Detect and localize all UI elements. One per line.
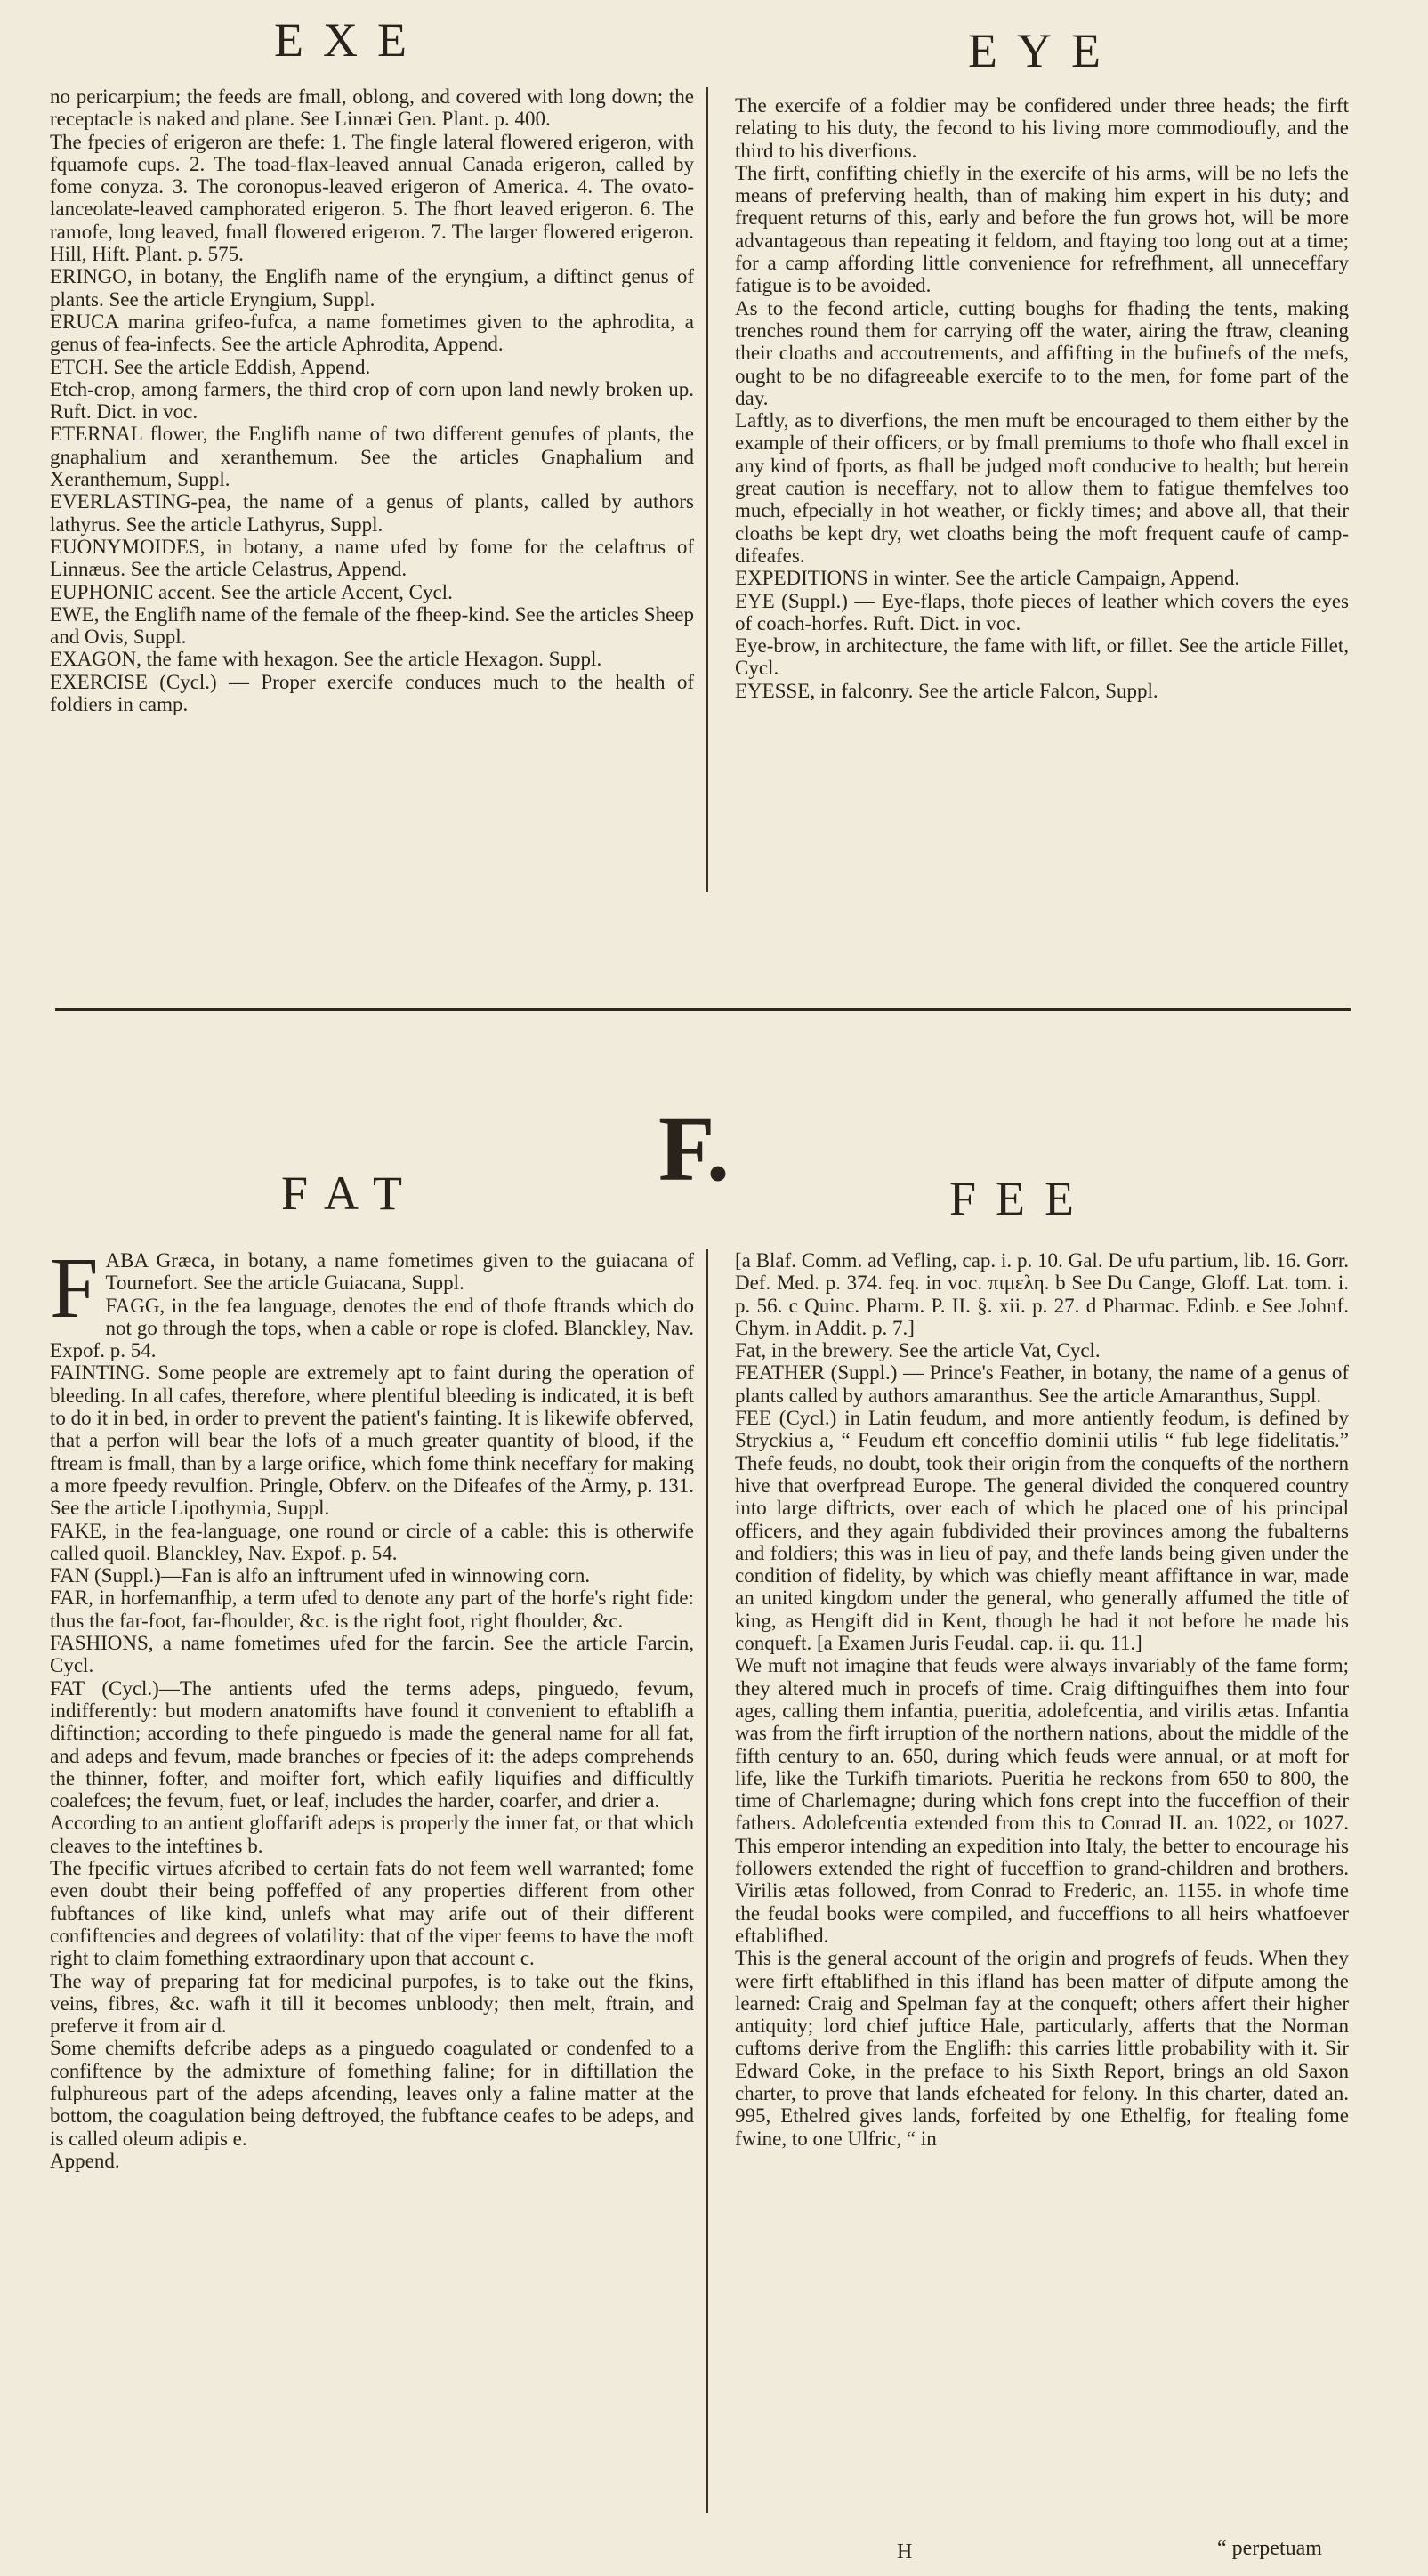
append-footer: Append.: [50, 2149, 120, 2172]
text-paragraph: FEE (Cycl.) in Latin feudum, and more antiently feodum, is defined by Stryckius a, “ Feudum eft conceffio dominii utilis “ fub lege fidelitatis.” Thefe feuds, no doubt, took their origin from the conquefts of the northern hive that overfpread Europe. The general divided the conquered country into large diftricts, over each of which he placed one of his principal officers, and they again fubdivided their provinces among the fubalterns and foldiers; this was in lieu of pay, and thefe lands being given under the condition of fidelity, by which was chiefly meant affiftance in war, made an united kingdom under the general, who generally affumed the title of king, as Hengift did in Kent, though he had it not before he made his conqueft. [a Examen Juris Feudal. cap. ii. qu. 11.]: [735, 1407, 1349, 1655]
text-paragraph: EYE (Suppl.) — Eye-flaps, thofe pieces of leather which covers the eyes of coach-horfes. Ruft. Dict. in voc.: [735, 589, 1349, 634]
text-paragraph: The way of preparing fat for medicinal purpofes, is to take out the fkins, veins, fibres, &c. wafh it till it becomes unbloody; then melt, ftrain, and preferve it from air d.: [50, 1969, 694, 2038]
text-paragraph: Eye-brow, in architecture, the fame with lift, or fillet. See the article Fillet, Cycl.: [735, 634, 1349, 680]
text-paragraph: Fat, in the brewery. See the article Vat, Cycl.: [735, 1339, 1101, 1362]
section-letter: F.: [658, 1098, 730, 1200]
text-paragraph: As to the fecond article, cutting boughs for fhading the tents, making trenches round them for carrying off the water, airing the ftraw, cleaning their cloaths and accoutrements, and affifting in the bufinefs of the mefs, ought to be no difagreeable exercife to to the men, for fome part of the day.: [735, 296, 1349, 409]
text-paragraph: We muft not imagine that feuds were always invariably of the fame form; they altered much in procefs of time. Craig diftinguifhes them into four ages, calling them infantia, pueritia, adolefcentia, and virilis ætas. Infantia was from the firft irruption of the northern nations, about the middle of the fifth century to an. 650, during which feuds were annual, or at moft for life, like the Turkifh timariots. Pueritia he reckons from 650 to 800, the time of Charlemagne; during which fons crept into the fucceffion of their fathers. Adolefcentia extended from this to Conrad II. an. 1022, or 1027. This emperor intending an expedition into Italy, the better to encourage his followers extended the right of fucceffion to grand-children and brothers. Virilis ætas followed, from Conrad to Frederic, an. 1155. in whofe time the feudal books were compiled, and fucceffions to all heirs whatfoever eftablifhed.: [735, 1654, 1349, 1947]
catchword: “ perpetuam: [1217, 2537, 1322, 2560]
text-paragraph: Etch-crop, among farmers, the third crop of corn upon land newly broken up. Ruft. Dict. in voc.: [50, 377, 694, 424]
text-paragraph: The exercife of a foldier may be confidered under three heads; the firft relating to his duty, the fecond to his living more commodioufly, and the third to his diverfions.: [735, 94, 1349, 162]
top-right-column: [735, 94, 1349, 702]
running-header-left-2: FAT: [281, 1167, 423, 1220]
text-paragraph: ERUCA marina grifeo-fufca, a name fometimes given to the aphrodita, a genus of fea-infects. See the article Aphrodita, Append.: [50, 310, 694, 356]
text-paragraph: Laftly, as to diverfions, the men muft be encouraged to them either by the example of their officers, or by fmall premiums to thofe who fhall excel in any kind of fports, as fhall be judged moft conducive to health; but herein great caution is neceffary, not to allow them to fatigue themfelves too much, efpecially in hot weather, or fickly times; and above all, that their cloaths be kept dry, wet cloaths being the moft frequent caufe of camp-difeafes.: [735, 409, 1349, 567]
column-divider-bottom: [706, 1249, 708, 2513]
text-paragraph: EUONYMOIDES, in botany, a name ufed by fome for the celaftrus of Linnæus. See the article Celastrus, Append.: [50, 535, 694, 581]
text-paragraph: The firft, confifting chiefly in the exercife of his arms, will be no lefs the means of preferving health, than of making him expert in his duty; and frequent returns of this, early and before the fun grows hot, will be more advantageous than repeating it feldom, and ftaying too long out at a time; for a camp affording little convenience for refrefhment, all unneceffary fatigue is to be avoided.: [735, 161, 1349, 297]
signature-mark: H: [897, 2540, 913, 2564]
text-paragraph: FAR, in horfemanfhip, a term ufed to denote any part of the horfe's right fide: thus the far-foot, far-fhoulder, &c. is the right foot, right fhoulder, &c.: [50, 1587, 694, 1632]
text-paragraph: ERINGO, in botany, the Englifh name of the eryngium, a diftinct genus of plants. See the article Eryngium, Suppl.: [50, 265, 694, 311]
text-paragraph: EYESSE, in falconry. See the article Falcon, Suppl.: [735, 679, 1158, 702]
drop-cap-paragraph-text: ABA Græca, in botany, a name fometimes given to the guiacana of Tournefort. See the article Guiacana, Suppl.: [105, 1249, 694, 1295]
text-paragraph: [a Blaf. Comm. ad Vefling, cap. i. p. 10. Gal. De ufu partium, lib. 16. Gorr. Def. Med. p. 374. feq. in voc. πιμελη. b See Du Cange, Gloff. Lat. tom. i. p. 56. c Quinc. Pharm. P. II. §. xii. p. 27. d Pharmac. Edinb. e See Johnf. Chym. in Addit. p. 7.]: [735, 1249, 1349, 1339]
text-paragraph: EUPHONIC accent. See the article Accent, Cycl.: [50, 580, 453, 603]
column-divider-top: [706, 87, 708, 892]
text-paragraph: ETERNAL flower, the Englifh name of two different genufes of plants, the gnaphalium and xeranthemum. See the articles Gnaphalium and Xeranthemum, Suppl.: [50, 423, 694, 491]
running-header-right-2: FEE: [949, 1172, 1094, 1225]
bottom-right-column: [735, 1249, 1349, 2150]
bottom-left-column: [50, 1240, 694, 2172]
text-paragraph: This is the general account of the origin and progrefs of feuds. When they were firft eftablifhed in this ifland has been matter of difpute among the learned: Craig and Spelman fay at the conqueft; others affert their higher antiquity; lord chief juftice Hale, particularly, afferts that the Norman cuftoms derive from the Englifh: this carries little probability with it. Sir Edward Coke, in the preface to his Sixth Report, brings an old Saxon charter, to prove that lands efcheated for felony. In this charter, dated an. 995, Ethelred gives lands, forfeited by one Ethelfig, for ftealing fome fwine, to one Ulfric, “ in: [735, 1947, 1349, 2150]
top-left-column: [50, 85, 694, 715]
text-paragraph: Some chemifts defcribe adeps as a pinguedo coagulated or condenfed to a confiftence by the admixture of fomething faline; for in diftillation the fulphureous part of the adeps afcending, leaves only a faline matter at the bottom, the coagulation being deftroyed, the fubftance ceafes to be adeps, and is called oleum adipis e.: [50, 2037, 694, 2150]
drop-cap: F: [50, 1240, 99, 1336]
text-paragraph: The fpecies of erigeron are thefe: 1. The fingle lateral flowered erigeron, with fquamofe cups. 2. The toad-flax-leaved annual Canada erigeron, called by fome conyza. 3. The coronopus-leaved erigeron of America. 4. The ovato-lanceolate-leaved camphorated erigeron. 5. The fhort leaved erigeron. 6. The ramofe, long leaved, fmall flowered erigeron. 7. The larger flowered erigeron. Hill, Hift. Plant. p. 575.: [50, 130, 694, 266]
text-paragraph: EWE, the Englifh name of the female of the fheep-kind. See the articles Sheep and Ovis, Suppl.: [50, 602, 694, 649]
text-paragraph: FAINTING. Some people are extremely apt to faint during the operation of bleeding. In all cafes, therefore, where plentiful bleeding is indicated, it is beft to do it in bed, in order to prevent the patient's fainting. It is likewife obferved, that a perfon will bear the lofs of a much greater quantity of blood, if the ftream is fmall, than by a large orifice, which fome think neceffary for making a more fpeedy revulfion. Pringle, Obferv. on the Difeafes of the Army, p. 131. See the article Lipothymia, Suppl.: [50, 1361, 694, 1520]
text-paragraph: FASHIONS, a name fometimes ufed for the farcin. See the article Farcin, Cycl.: [50, 1632, 694, 1677]
text-paragraph: FAT (Cycl.)—The antients ufed the terms adeps, pinguedo, fevum, indifferently: but modern anatomifts have found it convenient to eftablifh a diftinction; according to thefe pinguedo is made the general name for all fat, and adeps and fevum, made branches or fpecies of it: the adeps comprehends the thinner, fofter, and moifter fort, which eafily liquifies and difficultly coalefces; the fevum, fuet, or leaf, includes the harder, coarfer, and drier a.: [50, 1676, 694, 1813]
text-paragraph: no pericarpium; the feeds are fmall, oblong, and covered with long down; the receptacle is naked and plane. See Linnæi Gen. Plant. p. 400.: [50, 85, 694, 131]
text-paragraph: EVERLASTING-pea, the name of a genus of plants, called by authors lathyrus. See the article Lathyrus, Suppl.: [50, 490, 694, 536]
text-paragraph: The fpecific virtues afcribed to certain fats do not feem well warranted; fome even doubt their being poffeffed of any properties different from other fubftances of like kind, unlefs what may arife out of their different confiftencies and degrees of volatility: that of the viper feems to have the moft right to claim fomething extraordinary upon that account c.: [50, 1857, 694, 1970]
text-paragraph: ETCH. See the article Eddish, Append.: [50, 355, 371, 378]
text-paragraph: FAKE, in the fea-language, one round or circle of a cable: this is otherwife called quoil. Blanckley, Nav. Expof. p. 54.: [50, 1519, 694, 1564]
text-paragraph: EXPEDITIONS in winter. See the article Campaign, Append.: [735, 567, 1240, 590]
text-paragraph: FAGG, in the fea language, denotes the end of thofe ftrands which do not go through the tops, when a cable or rope is clofed. Blanckley, Nav. Expof. p. 54.: [50, 1294, 694, 1362]
text-paragraph: FAN (Suppl.)—Fan is alfo an inftrument ufed in winnowing corn.: [50, 1564, 591, 1587]
text-paragraph: EXERCISE (Cycl.) — Proper exercife conduces much to the health of foldiers in camp.: [50, 670, 694, 716]
running-header-left: EXE: [274, 13, 426, 67]
running-header-right: EYE: [968, 24, 1120, 77]
text-paragraph: According to an antient gloffarift adeps is properly the inner fat, or that which cleaves to the inteftines b.: [50, 1812, 694, 1857]
text-paragraph: EXAGON, the fame with hexagon. See the article Hexagon. Suppl.: [50, 648, 602, 671]
section-rule: [55, 1008, 1351, 1011]
text-paragraph: FEATHER (Suppl.) — Prince's Feather, in botany, the name of a genus of plants called by authors amaranthus. See the article Amaranthus, Suppl.: [735, 1361, 1349, 1407]
